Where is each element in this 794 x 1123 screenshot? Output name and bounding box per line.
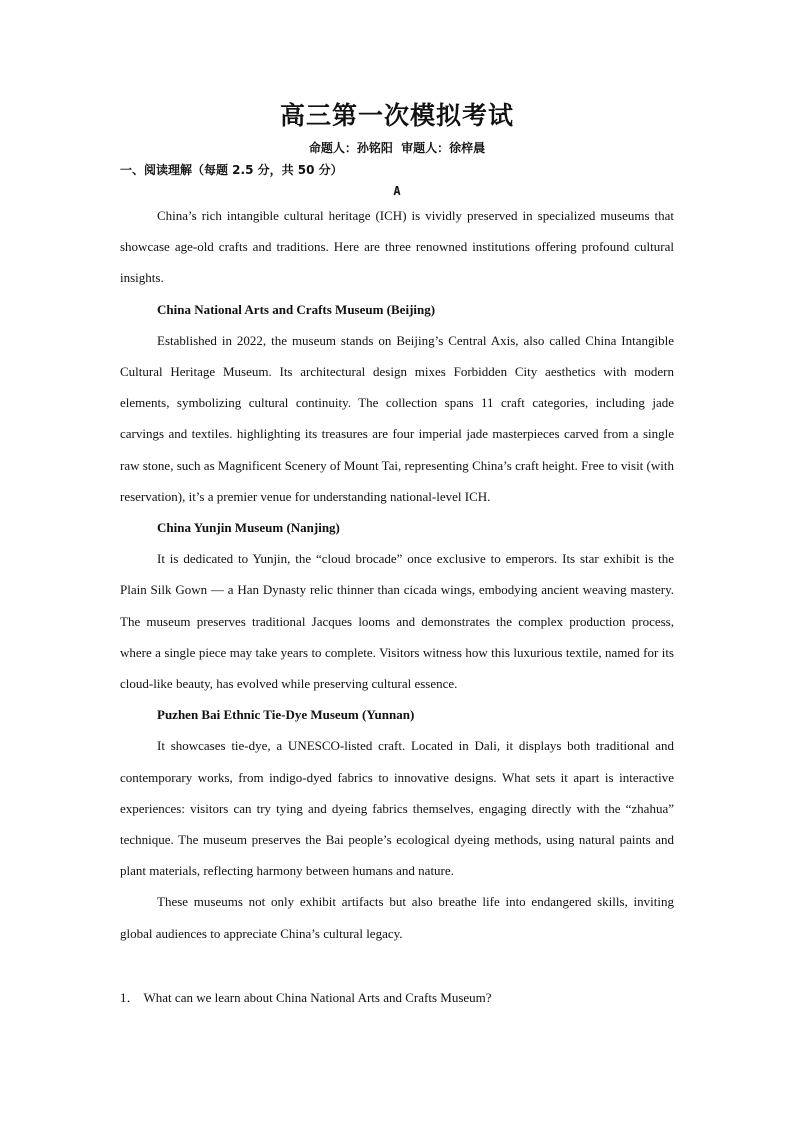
museum-heading: China Yunjin Museum (Nanjing): [157, 520, 340, 536]
question-text: What can we learn about China National Arts and Crafts Museum?: [143, 990, 492, 1005]
museum-heading: Puzhen Bai Ethnic Tie-Dye Museum (Yunnan): [157, 707, 415, 723]
passage-intro: China’s rich intangible cultural heritage (ICH) is vividly preserved in specialized museums that showcase age-old crafts and traditions. Here are three renowned institutions offering profound cultural insights.: [120, 208, 674, 286]
exam-title: 高三第一次模拟考试: [279, 101, 514, 130]
setter-credit: 命题人：孙铭阳: [308, 141, 393, 155]
passage-body: [120, 200, 674, 949]
section-heading: 一、阅读理解（每题 2.5 分，共 50 分）: [120, 163, 343, 177]
museum-description: It showcases tie-dye, a UNESCO-listed craft. Located in Dali, it displays both traditional and contemporary works, from indigo-dyed fabrics to innovative designs. What sets it apart is interactive experiences: visitors can try tying and dyeing fabrics themselves, engaging directly with the “zhahua” technique. The museum preserves the Bai people’s ecological dyeing methods, using natural paints and plant materials, reflecting harmony between humans and nature.: [120, 738, 674, 879]
passage-conclusion: These museums not only exhibit artifacts but also breathe life into endangered skills, inviting global audiences to appreciate China’s cultural legacy.: [120, 894, 674, 941]
reviewer-credit: 审题人：徐梓晨: [401, 141, 486, 155]
passage-label: A: [393, 184, 401, 198]
museum-description: Established in 2022, the museum stands on Beijing’s Central Axis, also called China Intangible Cultural Heritage Museum. Its architectural design mixes Forbidden City aesthetics with modern elements, symbolizing cultural continuity. The collection spans 11 craft categories, including jade carvings and textiles. highlighting its treasures are four imperial jade masterpieces carved from a single raw stone, such as Magnificent Scenery of Mount Tai, representing China’s craft height. Free to visit (with reservation), it’s a premier venue for understanding national-level ICH.: [120, 332, 674, 504]
museum-heading: China National Arts and Crafts Museum (Beijing): [157, 301, 436, 317]
museum-description: It is dedicated to Yunjin, the “cloud brocade” once exclusive to emperors. Its star exhibit is the Plain Silk Gown — a Han Dynasty relic thinner than cicada wings, embodying ancient weaving mastery. The museum preserves traditional Jacques looms and demonstrates the complex production process, where a single piece may take years to complete. Visitors witness how this luxurious textile, named for its cloud-like beauty, has evolved while preserving cultural essence.: [120, 551, 674, 692]
question-item: [120, 982, 674, 1013]
exam-authors: [0, 138, 794, 158]
question-number: 1．: [120, 990, 140, 1005]
